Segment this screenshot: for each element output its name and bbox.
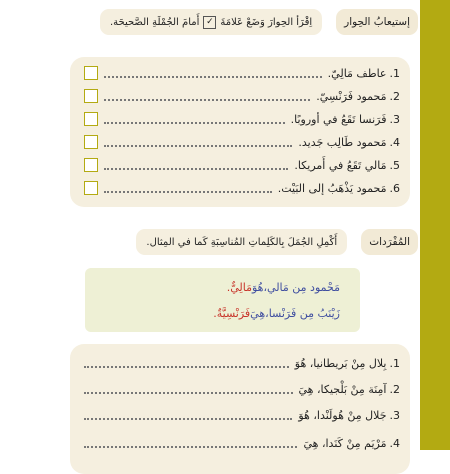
item-number: 2. — [389, 89, 400, 103]
list-item — [84, 64, 400, 82]
list-item — [84, 434, 400, 452]
instruction-text-before: اِقْرَأ الحِوارَ وَضَعْ عَلامَةَ — [220, 16, 313, 28]
answer-checkbox[interactable] — [84, 66, 98, 80]
item-text: مَحمود فَرَنْسِيّ. — [316, 89, 387, 103]
list-item — [84, 110, 400, 128]
dotted-line — [104, 76, 322, 78]
item-text: آمِنَة مِنْ بَلْجيكا، هِيَ — [298, 382, 387, 396]
dotted-line — [104, 168, 288, 170]
answer-checkbox[interactable] — [84, 158, 98, 172]
checkbox-tick-icon: ✓ — [203, 16, 216, 29]
example-answer: مَالِيٌّ. — [226, 280, 252, 294]
item-text: فَرَنسا تَقَعُ في أوروبًا. — [290, 112, 387, 126]
section2-instruction: أَكْمِلِ الجُمَلَ بِالكَلِماتِ المُناسِبَةِ كَما في المِثال. — [136, 229, 347, 255]
item-text: مَحمود يَذْهَبُ إلى البَيْت. — [277, 181, 387, 195]
answer-checkbox[interactable] — [84, 181, 98, 195]
section2-label: المُفْرَدات — [361, 229, 418, 255]
dotted-line — [104, 99, 310, 101]
section1-instruction — [100, 9, 322, 35]
answer-blank[interactable] — [84, 392, 293, 394]
dotted-line — [104, 145, 292, 147]
section1-label: إستيعابُ الحِوار — [336, 9, 418, 35]
item-number: 3. — [389, 112, 400, 126]
list-item — [84, 156, 400, 174]
list-item — [84, 133, 400, 151]
item-number: 6. — [389, 181, 400, 195]
example-line — [227, 277, 340, 297]
comprehension-panel — [70, 57, 410, 207]
answer-blank[interactable] — [84, 418, 292, 420]
page-sidebar-strip — [420, 0, 450, 450]
item-number: 5. — [389, 158, 400, 172]
example-prefix: زَيْنَبُ مِن فَرَنْسا، — [265, 306, 340, 320]
item-number: 4. — [389, 135, 400, 149]
item-text: مَالي تَقَعُ في أَمريكا. — [294, 158, 387, 172]
example-pronoun: هِيَ — [250, 306, 266, 320]
list-item — [84, 380, 400, 398]
example-answer: فَرَنْسِيَّةٌ. — [213, 306, 251, 320]
list-item — [84, 406, 400, 424]
vocabulary-exercise-panel — [70, 344, 410, 474]
item-number: 3. — [389, 408, 400, 422]
item-text: عاطف مَالِيّ. — [327, 66, 387, 80]
answer-checkbox[interactable] — [84, 112, 98, 126]
item-text: مَحمود طَالِب جَديد. — [298, 135, 387, 149]
item-number: 1. — [389, 356, 400, 370]
dotted-line — [104, 191, 272, 193]
dotted-line — [104, 122, 285, 124]
list-item — [84, 87, 400, 105]
example-line — [213, 303, 340, 323]
answer-checkbox[interactable] — [84, 135, 98, 149]
item-text: جَلال مِنْ هُولَنْدا، هُوَ — [298, 408, 387, 422]
item-number: 4. — [389, 436, 400, 450]
item-text: بِلال مِنْ بَريطانيا، هُوَ — [294, 356, 387, 370]
list-item — [84, 179, 400, 197]
list-item — [84, 354, 400, 372]
section1-header — [100, 8, 418, 36]
example-pronoun: هُوَ — [252, 280, 264, 294]
section2-header — [136, 228, 418, 256]
example-box — [85, 268, 360, 332]
answer-blank[interactable] — [84, 366, 289, 368]
example-prefix: مَحْمود مِن مَالي، — [263, 280, 340, 294]
item-number: 2. — [389, 382, 400, 396]
answer-checkbox[interactable] — [84, 89, 98, 103]
instruction-text-after: أَمامَ الجُمْلَةِ الصَّحيحَة. — [109, 16, 200, 28]
item-number: 1. — [389, 66, 400, 80]
item-text: مَرْيَم مِنْ كَنَدا، هِيَ — [303, 436, 387, 450]
answer-blank[interactable] — [84, 446, 297, 448]
